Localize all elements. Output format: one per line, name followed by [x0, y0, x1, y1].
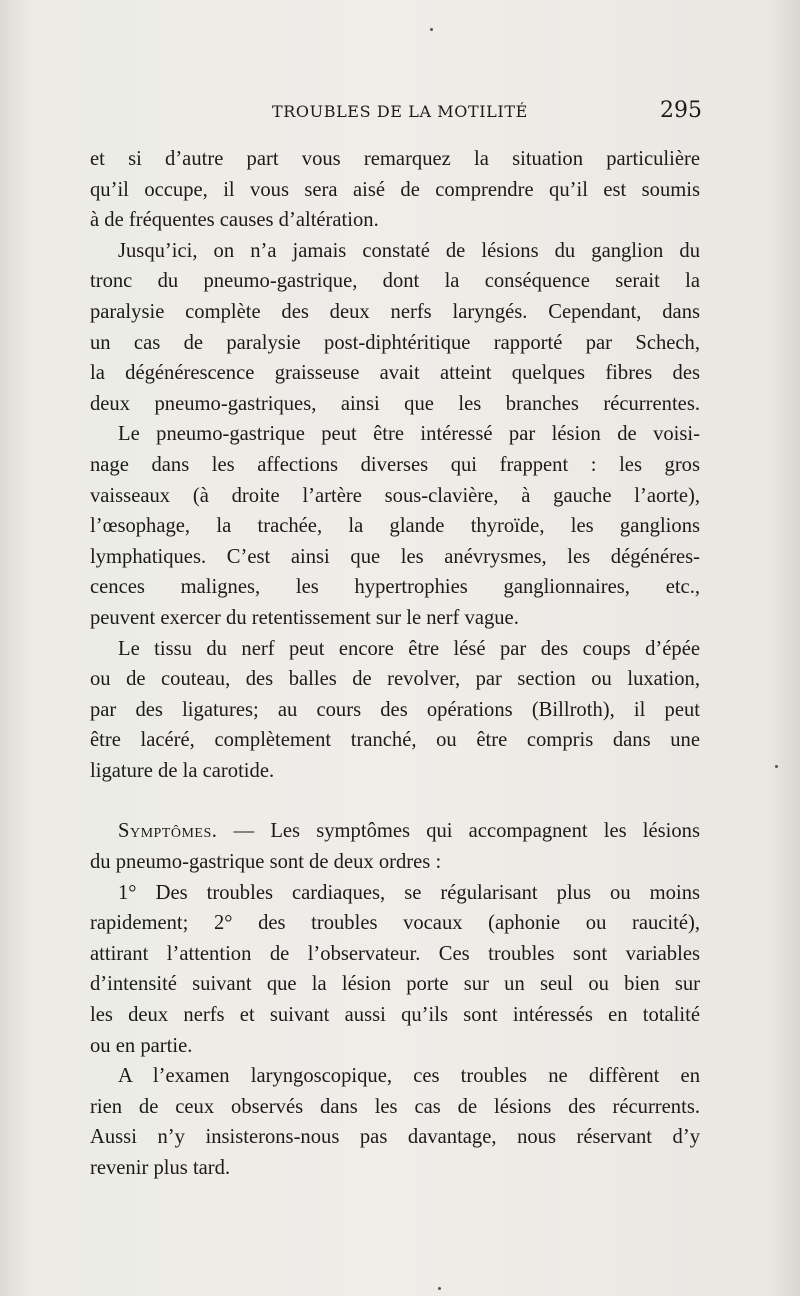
- text-line: par des ligatures; au cours des opérations (Billroth), il peut: [90, 698, 700, 721]
- text-line: qu’il occupe, il vous sera aisé de comprendre qu’il est soumis: [90, 178, 700, 201]
- text-line: rapidement; 2° des troubles vocaux (aphonie ou raucité),: [90, 912, 700, 935]
- text-line: un cas de paralysie post-diphtéritique rapporté par Schech,: [90, 331, 700, 354]
- text-line: la dégénérescence graisseuse avait atteint quelques fibres des: [90, 362, 700, 385]
- text-line: peuvent exercer du retentissement sur le nerf vague.: [90, 606, 519, 629]
- text-line: l’œsophage, la trachée, la glande thyroïde, les ganglions: [90, 515, 700, 538]
- text-line: ou en partie.: [90, 1034, 193, 1057]
- section-heading: Symptômes.: [118, 820, 218, 843]
- text-line: Aussi n’y insisterons-nous pas davantage, nous réservant d’y: [90, 1126, 700, 1149]
- text-line: 1° Des troubles cardiaques, se régularisant plus ou moins: [118, 881, 700, 904]
- paper-speck: [430, 28, 433, 31]
- text-line: ligature de la carotide.: [90, 759, 275, 782]
- text-line: A l’examen laryngoscopique, ces troubles ne diffèrent en: [118, 1065, 700, 1088]
- text-line: du pneumo-gastrique sont de deux ordres :: [90, 851, 442, 874]
- text-line: rien de ceux observés dans les cas de lésions des récurrents.: [90, 1095, 700, 1118]
- section-gap: [90, 786, 700, 816]
- text-line: deux pneumo-gastriques, ainsi que les branches récurrentes.: [90, 392, 700, 415]
- text-line: être lacéré, complètement tranché, ou être compris dans une: [90, 729, 700, 752]
- text-line: paralysie complète des deux nerfs laryngés. Cependant, dans: [90, 300, 700, 323]
- text-line: et si d’autre part vous remarquez la situation particulière: [90, 148, 700, 170]
- body-text: [90, 144, 700, 1184]
- text-line: revenir plus tard.: [90, 1157, 231, 1179]
- section-first-line: [90, 816, 700, 847]
- text-line: attirant l’attention de l’observateur. Ces troubles sont variables: [90, 942, 700, 965]
- text-line: cences malignes, les hypertrophies ganglionnaires, etc.,: [90, 576, 700, 599]
- page-number: 295: [660, 98, 702, 123]
- running-title: TROUBLES DE LA MOTILITÉ: [272, 102, 528, 121]
- text-line: nage dans les affections diverses qui frappent : les gros: [90, 453, 700, 476]
- text-line: ou de couteau, des balles de revolver, par section ou luxation,: [90, 668, 700, 691]
- text-line: Jusqu’ici, on n’a jamais constaté de lésions du ganglion du: [118, 239, 700, 262]
- text-line: Le pneumo-gastrique peut être intéressé par lésion de voisi-: [118, 423, 700, 446]
- text-line: tronc du pneumo-gastrique, dont la conséquence serait la: [90, 270, 700, 293]
- text-line: les deux nerfs et suivant aussi qu’ils sont intéressés en totalité: [90, 1004, 700, 1027]
- text-line: — Les symptômes qui accompagnent les lésions: [233, 820, 700, 843]
- text-line: d’intensité suivant que la lésion porte sur un seul ou bien sur: [90, 973, 700, 996]
- text-line: vaisseaux (à droite l’artère sous-clavière, à gauche l’aorte),: [90, 484, 700, 507]
- text-line: à de fréquentes causes d’altération.: [90, 209, 379, 232]
- paper-speck: [438, 1287, 441, 1290]
- text-line: Le tissu du nerf peut encore être lésé par des coups d’épée: [118, 637, 700, 660]
- paper-speck: [775, 765, 778, 768]
- text-line: lymphatiques. C’est ainsi que les anévrysmes, les dégénéres-: [90, 545, 700, 568]
- page-header: [0, 98, 800, 128]
